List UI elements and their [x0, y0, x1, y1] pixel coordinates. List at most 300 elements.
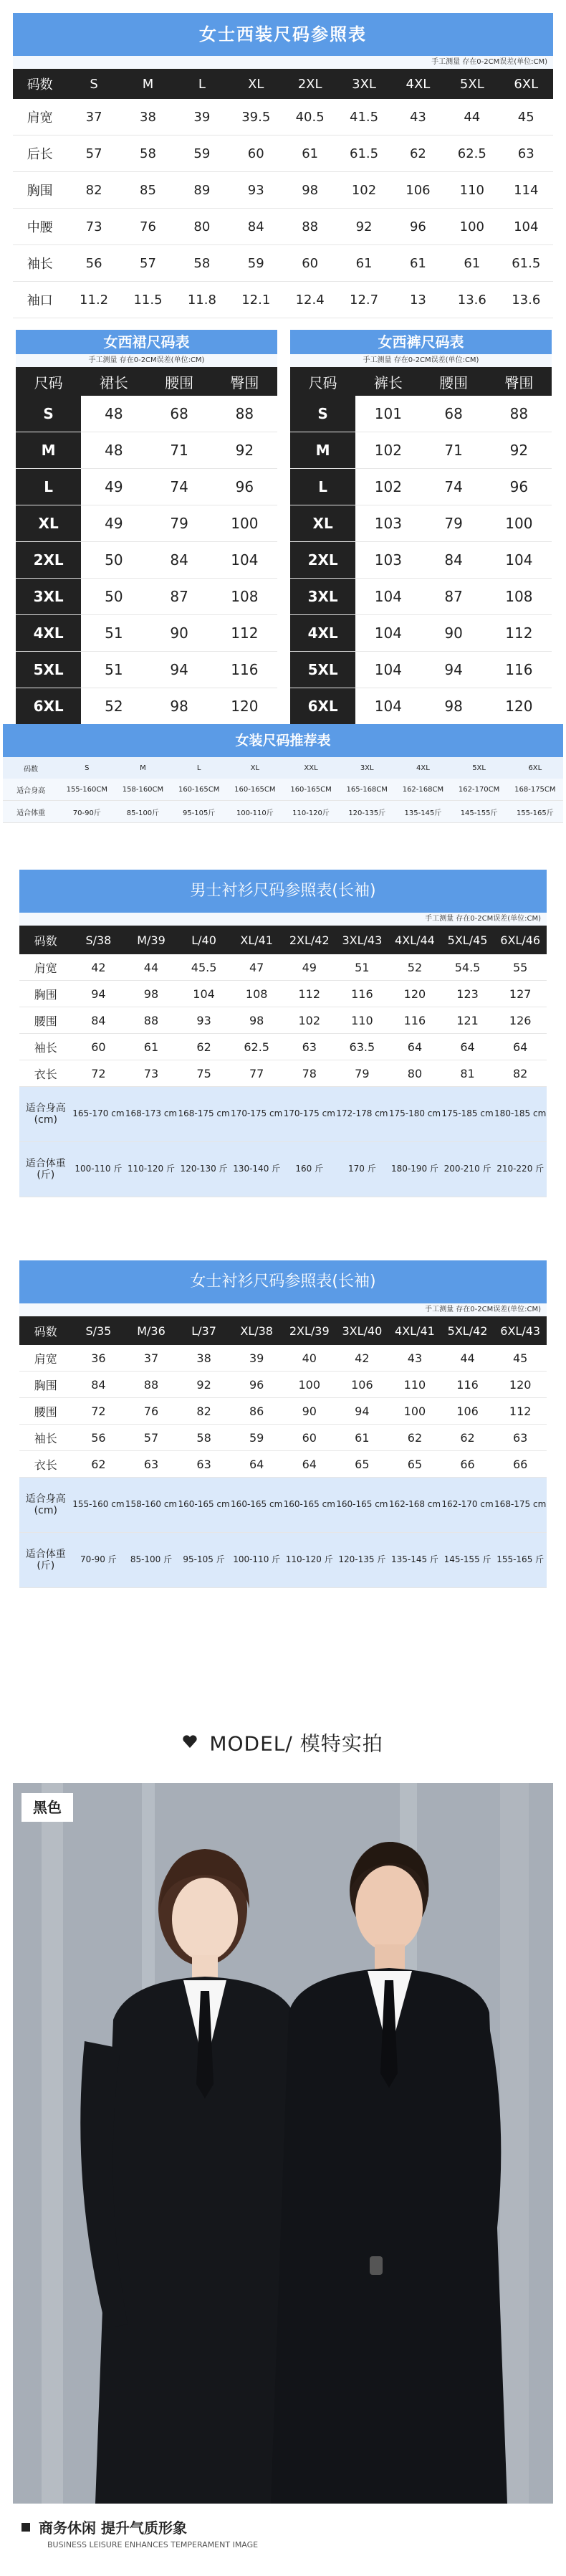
table-cell: 63.5: [336, 1034, 389, 1060]
table-cell: 61: [445, 245, 499, 282]
table-cell: 130-140 斤: [230, 1142, 283, 1197]
table-cell: 40: [283, 1345, 336, 1372]
table-cell: 63: [125, 1451, 178, 1478]
column-header: 6XL: [499, 69, 553, 99]
color-badge: 黑色: [21, 1793, 73, 1822]
women-shirt-note: 手工测量 存在0-2CM误差(单位:CM): [19, 1303, 547, 1316]
table-cell: 145-155斤: [451, 801, 507, 823]
column-header: XL/41: [230, 926, 283, 954]
table-cell: 56: [67, 245, 120, 282]
table-cell: 104: [499, 209, 553, 245]
table-cell: 98: [147, 688, 212, 725]
table-cell: 170 斤: [336, 1142, 389, 1197]
table-cell: 63: [283, 1034, 336, 1060]
row-label: 适合体重(斤): [19, 1142, 72, 1197]
women-suit-note: 手工测量 存在0-2CM误差(单位:CM): [13, 56, 553, 69]
row-label: 适合体重: [3, 801, 59, 823]
column-header: L/37: [178, 1316, 231, 1345]
table-cell: 180-190 斤: [388, 1142, 441, 1197]
table-cell: 89: [175, 172, 229, 209]
row-label: S: [290, 396, 355, 432]
table-row: [290, 432, 552, 469]
table-cell: 58: [175, 245, 229, 282]
column-header: 4XL/44: [388, 926, 441, 954]
table-row: [13, 209, 553, 245]
table-row: [16, 469, 277, 505]
table-cell: 168-175CM: [507, 779, 563, 801]
table-row: [16, 542, 277, 579]
column-header: XL: [227, 757, 283, 779]
table-cell: 168-173 cm: [125, 1087, 178, 1142]
row-label: 衣长: [19, 1060, 72, 1087]
column-header: 腰围: [421, 367, 486, 396]
row-label: 适合身高(cm): [19, 1087, 72, 1142]
table-cell: 84: [421, 542, 486, 579]
table-cell: 104: [355, 579, 421, 615]
row-label: 袖长: [19, 1034, 72, 1060]
table-cell: 180-185 cm: [494, 1087, 547, 1142]
table-cell: 160-165CM: [171, 779, 227, 801]
table-cell: 12.4: [283, 282, 337, 318]
column-header: M/36: [125, 1316, 178, 1345]
table-cell: 90: [147, 615, 212, 652]
table-cell: 82: [67, 172, 120, 209]
table-cell: 155-165 斤: [494, 1533, 547, 1588]
column-header: 6XL: [507, 757, 563, 779]
table-row: [16, 432, 277, 469]
table-cell: 102: [283, 1007, 336, 1034]
table-cell: 58: [178, 1425, 231, 1451]
row-label: 适合体重(斤): [19, 1533, 72, 1588]
column-header: M/39: [125, 926, 178, 954]
table-cell: 162-168 cm: [388, 1478, 441, 1533]
table-cell: 160-165CM: [227, 779, 283, 801]
table-cell: 38: [121, 99, 175, 136]
table-cell: 73: [125, 1060, 178, 1087]
header-row: [3, 757, 563, 779]
column-header: S: [67, 69, 120, 99]
column-header: 码数: [19, 926, 72, 954]
table-cell: 80: [388, 1060, 441, 1087]
table-cell: 110-120 斤: [283, 1533, 336, 1588]
women-shirt-size-table: [19, 1260, 547, 1588]
table-cell: 120: [388, 981, 441, 1007]
table-cell: 39: [175, 99, 229, 136]
table-cell: 42: [336, 1345, 389, 1372]
column-header: 裙长: [81, 367, 146, 396]
table-cell: 108: [230, 981, 283, 1007]
row-label: 袖长: [13, 245, 67, 282]
table-cell: 114: [499, 172, 553, 209]
column-header: 5XL/45: [441, 926, 494, 954]
table-cell: 95-105斤: [171, 801, 227, 823]
table-row: [290, 505, 552, 542]
row-label: XL: [290, 505, 355, 542]
table-row: [13, 172, 553, 209]
table-cell: 120: [486, 688, 552, 725]
table-cell: 93: [229, 172, 283, 209]
table-cell: 104: [355, 688, 421, 725]
table-cell: 112: [494, 1398, 547, 1425]
table-cell: 84: [229, 209, 283, 245]
men-shirt-size-table: [19, 870, 547, 1197]
women-suit-size-table: [13, 13, 553, 318]
column-header: 裤长: [355, 367, 421, 396]
table-cell: 96: [230, 1372, 283, 1398]
model-photo: [13, 1783, 553, 2504]
column-header: 码数: [13, 69, 67, 99]
column-header: 3XL/43: [336, 926, 389, 954]
table-cell: 61: [125, 1034, 178, 1060]
table-cell: 39: [230, 1345, 283, 1372]
column-header: 5XL/42: [441, 1316, 494, 1345]
column-header: 臀围: [212, 367, 277, 396]
row-label: L: [16, 469, 81, 505]
table-row: [16, 505, 277, 542]
row-label: 3XL: [16, 579, 81, 615]
table-cell: 84: [72, 1372, 125, 1398]
table-cell: 106: [441, 1398, 494, 1425]
model-caption: [21, 2516, 523, 2550]
table-cell: 102: [355, 432, 421, 469]
table-cell: 68: [147, 396, 212, 432]
table-cell: 102: [355, 469, 421, 505]
table-cell: 120-130 斤: [178, 1142, 231, 1197]
table-cell: 100-110 斤: [72, 1142, 125, 1197]
table-cell: 68: [421, 396, 486, 432]
table-cell: 116: [212, 652, 277, 688]
table-cell: 100: [212, 505, 277, 542]
table-cell: 13.6: [499, 282, 553, 318]
table-cell: 88: [125, 1372, 178, 1398]
table-cell: 56: [72, 1425, 125, 1451]
table-cell: 74: [147, 469, 212, 505]
table-cell: 92: [178, 1372, 231, 1398]
table-cell: 13.6: [445, 282, 499, 318]
header-row: [290, 367, 552, 396]
men-shirt-note: 手工测量 存在0-2CM误差(单位:CM): [19, 913, 547, 926]
table-cell: 51: [81, 615, 146, 652]
table-cell: 61.5: [499, 245, 553, 282]
table-cell: 98: [125, 981, 178, 1007]
table-cell: 172-178 cm: [336, 1087, 389, 1142]
column-header: S/35: [72, 1316, 125, 1345]
row-label: 6XL: [290, 688, 355, 725]
table-cell: 59: [230, 1425, 283, 1451]
table-cell: 60: [283, 245, 337, 282]
table-cell: 84: [72, 1007, 125, 1034]
square-bullet-icon: [21, 2523, 30, 2532]
table-cell: 160-165 cm: [283, 1478, 336, 1533]
table-cell: 160 斤: [283, 1142, 336, 1197]
row-label: 肩宽: [19, 954, 72, 981]
table-cell: 66: [441, 1451, 494, 1478]
skirt-note: 手工测量 存在0-2CM误差(单位:CM): [16, 354, 277, 367]
row-label: 肩宽: [13, 99, 67, 136]
table-cell: 59: [229, 245, 283, 282]
table-cell: 57: [125, 1425, 178, 1451]
row-label: 4XL: [16, 615, 81, 652]
row-label: XL: [16, 505, 81, 542]
table-cell: 90: [283, 1398, 336, 1425]
table-row: [16, 615, 277, 652]
column-header: XL: [229, 69, 283, 99]
row-label: 2XL: [16, 542, 81, 579]
table-row: [13, 245, 553, 282]
table-cell: 98: [421, 688, 486, 725]
table-cell: 65: [336, 1451, 389, 1478]
table-cell: 155-165斤: [507, 801, 563, 823]
table-cell: 110: [336, 1007, 389, 1034]
table-cell: 44: [125, 954, 178, 981]
table-cell: 96: [486, 469, 552, 505]
table-cell: 37: [125, 1345, 178, 1372]
table-cell: 112: [486, 615, 552, 652]
table-cell: 64: [441, 1034, 494, 1060]
row-label: 中腰: [13, 209, 67, 245]
table-cell: 96: [391, 209, 445, 245]
table-row: [13, 282, 553, 318]
table-row: [19, 1007, 547, 1034]
table-cell: 87: [147, 579, 212, 615]
table-cell: 116: [486, 652, 552, 688]
table-cell: 49: [81, 469, 146, 505]
table-cell: 94: [72, 981, 125, 1007]
table-cell: 85-100斤: [115, 801, 171, 823]
row-label: 3XL: [290, 579, 355, 615]
table-cell: 90: [421, 615, 486, 652]
table-cell: 64: [494, 1034, 547, 1060]
table-cell: 45: [499, 99, 553, 136]
table-cell: 106: [391, 172, 445, 209]
table-cell: 61: [337, 245, 390, 282]
table-cell: 61.5: [337, 136, 390, 172]
table-row: [19, 1398, 547, 1425]
fit-row: [19, 1087, 547, 1142]
table-cell: 92: [486, 432, 552, 469]
table-cell: 11.8: [175, 282, 229, 318]
skirt-size-table: [16, 330, 277, 725]
table-cell: 74: [421, 469, 486, 505]
table-cell: 11.2: [67, 282, 120, 318]
table-cell: 12.1: [229, 282, 283, 318]
table-cell: 57: [121, 245, 175, 282]
table-row: [16, 652, 277, 688]
column-header: 2XL/39: [283, 1316, 336, 1345]
table-cell: 110-120 斤: [125, 1142, 178, 1197]
table-cell: 82: [178, 1398, 231, 1425]
pants-title: 女西裤尺码表: [290, 330, 552, 354]
table-cell: 210-220 斤: [494, 1142, 547, 1197]
table-cell: 36: [72, 1345, 125, 1372]
table-cell: 170-175 cm: [283, 1087, 336, 1142]
table-cell: 38: [178, 1345, 231, 1372]
table-cell: 71: [147, 432, 212, 469]
table-cell: 51: [336, 954, 389, 981]
table-row: [290, 579, 552, 615]
table-row: [19, 1425, 547, 1451]
column-header: L: [171, 757, 227, 779]
table-cell: 76: [125, 1398, 178, 1425]
header-row: [16, 367, 277, 396]
column-header: 6XL/46: [494, 926, 547, 954]
table-cell: 55: [494, 954, 547, 981]
table-cell: 135-145 斤: [388, 1533, 441, 1588]
table-cell: 96: [212, 469, 277, 505]
table-cell: 135-145斤: [395, 801, 451, 823]
column-header: 4XL: [395, 757, 451, 779]
table-cell: 112: [212, 615, 277, 652]
table-cell: 61: [391, 245, 445, 282]
table-cell: 85-100 斤: [125, 1533, 178, 1588]
table-cell: 160-165 cm: [178, 1478, 231, 1533]
table-cell: 120: [494, 1372, 547, 1398]
table-cell: 62: [388, 1425, 441, 1451]
table-row: [290, 688, 552, 725]
table-cell: 80: [175, 209, 229, 245]
table-cell: 57: [67, 136, 120, 172]
column-header: 码数: [19, 1316, 72, 1345]
table-cell: 64: [388, 1034, 441, 1060]
table-row: [19, 1060, 547, 1087]
table-cell: 45: [494, 1345, 547, 1372]
column-header: 3XL: [339, 757, 395, 779]
table-cell: 123: [441, 981, 494, 1007]
caption-en: BUSINESS LEISURE ENHANCES TEMPERAMENT IMAGE: [47, 2540, 259, 2549]
row-label: 后长: [13, 136, 67, 172]
row-label: S: [16, 396, 81, 432]
table-cell: 120-135 斤: [336, 1533, 389, 1588]
table-cell: 121: [441, 1007, 494, 1034]
table-cell: 158-160CM: [115, 779, 171, 801]
table-cell: 62.5: [445, 136, 499, 172]
table-cell: 79: [421, 505, 486, 542]
table-cell: 79: [147, 505, 212, 542]
table-cell: 64: [230, 1451, 283, 1478]
table-cell: 104: [355, 615, 421, 652]
table-cell: 63: [499, 136, 553, 172]
table-cell: 43: [388, 1345, 441, 1372]
column-header: M: [115, 757, 171, 779]
table-cell: 116: [441, 1372, 494, 1398]
table-row: [19, 954, 547, 981]
table-cell: 93: [178, 1007, 231, 1034]
table-cell: 160-165CM: [283, 779, 339, 801]
table-cell: 103: [355, 505, 421, 542]
table-row: [19, 981, 547, 1007]
table-cell: 162-170 cm: [441, 1478, 494, 1533]
row-label: 适合身高(cm): [19, 1478, 72, 1533]
column-header: 5XL: [451, 757, 507, 779]
table-row: [3, 801, 563, 823]
table-cell: 160-165 cm: [336, 1478, 389, 1533]
table-row: [19, 1372, 547, 1398]
table-row: [290, 396, 552, 432]
table-cell: 116: [336, 981, 389, 1007]
table-cell: 87: [421, 579, 486, 615]
table-cell: 13: [391, 282, 445, 318]
pants-note: 手工测量 存在0-2CM误差(单位:CM): [290, 354, 552, 367]
table-cell: 103: [355, 542, 421, 579]
column-header: 3XL: [337, 69, 390, 99]
fit-row: [19, 1478, 547, 1533]
column-header: S: [59, 757, 115, 779]
fit-row: [19, 1533, 547, 1588]
row-label: 6XL: [16, 688, 81, 725]
row-label: L: [290, 469, 355, 505]
table-cell: 158-160 cm: [125, 1478, 178, 1533]
table-cell: 120: [212, 688, 277, 725]
table-cell: 101: [355, 396, 421, 432]
table-cell: 108: [212, 579, 277, 615]
table-cell: 81: [441, 1060, 494, 1087]
table-cell: 165-168CM: [339, 779, 395, 801]
table-cell: 108: [486, 579, 552, 615]
table-cell: 52: [388, 954, 441, 981]
table-cell: 64: [283, 1451, 336, 1478]
table-cell: 11.5: [121, 282, 175, 318]
table-row: [19, 1451, 547, 1478]
table-cell: 62: [178, 1034, 231, 1060]
table-cell: 104: [178, 981, 231, 1007]
recommend-title: 女装尺码推荐表: [3, 724, 563, 757]
column-header: 码数: [3, 757, 59, 779]
table-cell: 44: [441, 1345, 494, 1372]
table-cell: 50: [81, 579, 146, 615]
table-cell: 100: [283, 1372, 336, 1398]
row-label: 5XL: [16, 652, 81, 688]
table-cell: 62: [72, 1451, 125, 1478]
row-label: 袖口: [13, 282, 67, 318]
table-row: [19, 1034, 547, 1060]
table-cell: 116: [388, 1007, 441, 1034]
table-cell: 63: [494, 1425, 547, 1451]
skirt-title: 女西裙尺码表: [16, 330, 277, 354]
table-cell: 49: [283, 954, 336, 981]
table-cell: 88: [125, 1007, 178, 1034]
table-cell: 39.5: [229, 99, 283, 136]
table-cell: 106: [336, 1372, 389, 1398]
table-row: [290, 469, 552, 505]
column-header: XL/38: [230, 1316, 283, 1345]
table-cell: 100: [486, 505, 552, 542]
men-shirt-title: 男士衬衫尺码参照表(长袖): [19, 870, 547, 913]
table-cell: 73: [67, 209, 120, 245]
column-header: 2XL/42: [283, 926, 336, 954]
table-row: [16, 396, 277, 432]
table-cell: 41.5: [337, 99, 390, 136]
table-cell: 98: [230, 1007, 283, 1034]
table-row: [16, 688, 277, 725]
heart-icon: [183, 1730, 197, 1759]
table-row: [3, 779, 563, 801]
table-cell: 48: [81, 396, 146, 432]
row-label: M: [16, 432, 81, 469]
table-cell: 88: [212, 396, 277, 432]
table-cell: 175-185 cm: [441, 1087, 494, 1142]
table-cell: 165-170 cm: [72, 1087, 125, 1142]
table-cell: 100-110斤: [227, 801, 283, 823]
column-header: 臀围: [486, 367, 552, 396]
table-cell: 62: [391, 136, 445, 172]
table-cell: 45.5: [178, 954, 231, 981]
table-cell: 47: [230, 954, 283, 981]
table-cell: 48: [81, 432, 146, 469]
row-label: 4XL: [290, 615, 355, 652]
table-cell: 62.5: [230, 1034, 283, 1060]
model-photo-illustration: [13, 1783, 553, 2504]
table-cell: 110: [388, 1372, 441, 1398]
